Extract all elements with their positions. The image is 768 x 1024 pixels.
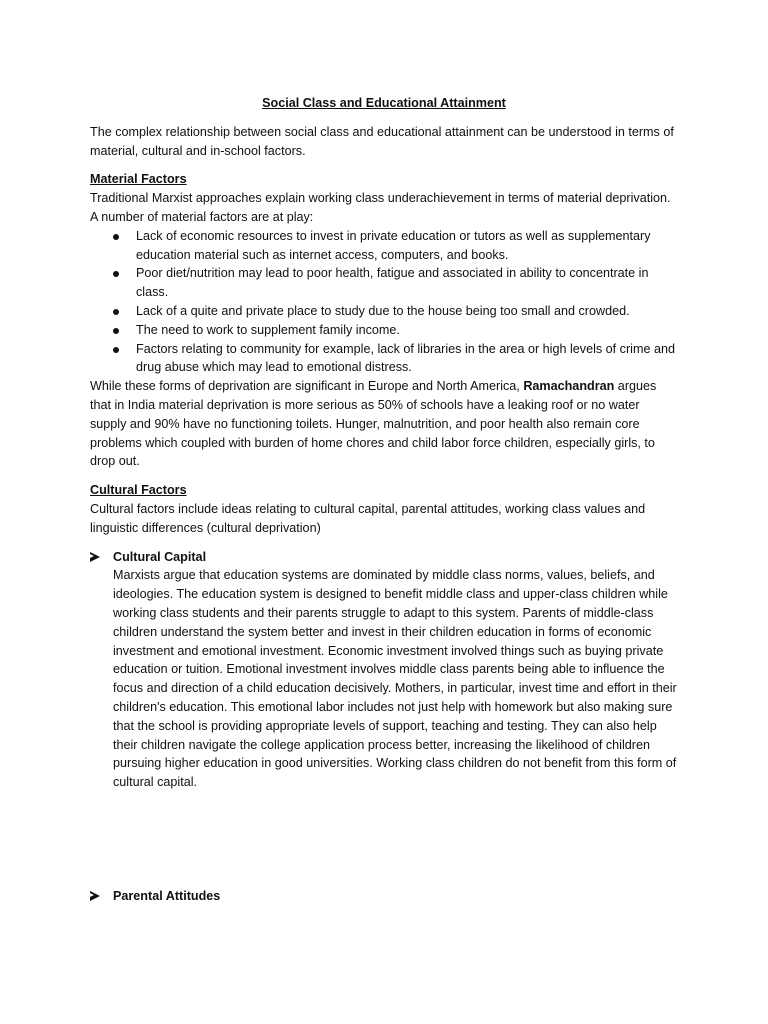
list-item <box>90 227 678 265</box>
closing-text-after: argues that in India material deprivation is more serious as 50% of schools have a leaking roof or no water supply and 90% have no functioning toilets. Hunger, malnutrition, and poor health also remain core problems which coupled with burden of home chores and child labor force children, especially girls, to drop out. <box>90 379 657 469</box>
bullet-icon <box>113 328 119 334</box>
parental-attitudes-section <box>90 887 678 906</box>
cultural-factors-heading: Cultural Factors <box>90 483 187 498</box>
closing-text-before: While these forms of deprivation are significant in Europe and North America, <box>90 379 524 394</box>
arrow-bullet-icon <box>90 891 100 901</box>
material-factors-closing <box>90 377 678 471</box>
list-item <box>90 340 678 378</box>
bullet-icon <box>113 309 119 315</box>
material-factors-intro: Traditional Marxist approaches explain working class underachievement in terms of material deprivation. A number of material factors are at play: <box>90 191 671 224</box>
material-factors-list <box>90 227 678 377</box>
list-item-text: Lack of a quite and private place to study due to the house being too small and crowded. <box>136 303 630 318</box>
cultural-factors-intro: Cultural factors include ideas relating to cultural capital, parental attitudes, working class values and linguistic differences (cultural deprivation) <box>90 501 646 535</box>
cultural-capital-heading: Cultural Capital <box>113 549 207 564</box>
list-item <box>90 302 678 321</box>
blank-space <box>90 792 678 887</box>
list-item <box>90 264 678 302</box>
material-factors-heading: Material Factors <box>90 172 187 187</box>
list-item-text: Lack of economic resources to invest in private education or tutors as well as supplementary education material such as internet access, computers, and books. <box>136 228 651 262</box>
cultural-capital-section <box>90 548 678 792</box>
list-item-text: The need to work to supplement family income. <box>136 322 400 337</box>
cultural-capital-body: Marxists argue that education systems are dominated by middle class norms, values, beliefs, and ideologies. The education system is designed to benefit middle class and upper-class children while working class students and their parents struggle to adapt to this system. Parents of middle-class children understand the system better and invest in their children education in forms of economic investment and emotional investment. Economic investment involved things such as buying private education or tuition. Emotional investment involves middle class parents being able to influence the focus and direction of a child education decisively. Mothers, in particular, invest time and effort in their children's education. This emotional labor includes not just help with homework but also making sure that the school is providing appropriate levels of support, teaching and testing. They can also help their children navigate the college application process better, increasing the likelihood of children pursuing higher education in good universities. Working class children do not benefit from this form of cultural capital. <box>113 568 677 790</box>
parental-attitudes-heading: Parental Attitudes <box>113 888 221 903</box>
bullet-icon <box>113 271 119 277</box>
list-item-text: Factors relating to community for example, lack of libraries in the area or high levels of crime and drug abuse which may lead to emotional distress. <box>136 341 675 375</box>
list-item-text: Poor diet/nutrition may lead to poor health, fatigue and associated in ability to concentrate in class. <box>136 266 649 300</box>
document-title: Social Class and Educational Attainment <box>262 96 506 110</box>
bullet-icon <box>113 234 119 240</box>
list-item <box>90 321 678 340</box>
arrow-bullet-icon <box>90 552 100 562</box>
bullet-icon <box>113 347 119 353</box>
author-name: Ramachandran <box>523 379 615 394</box>
intro-paragraph: The complex relationship between social class and educational attainment can be understood in terms of material, cultural and in-school factors. <box>90 124 674 158</box>
